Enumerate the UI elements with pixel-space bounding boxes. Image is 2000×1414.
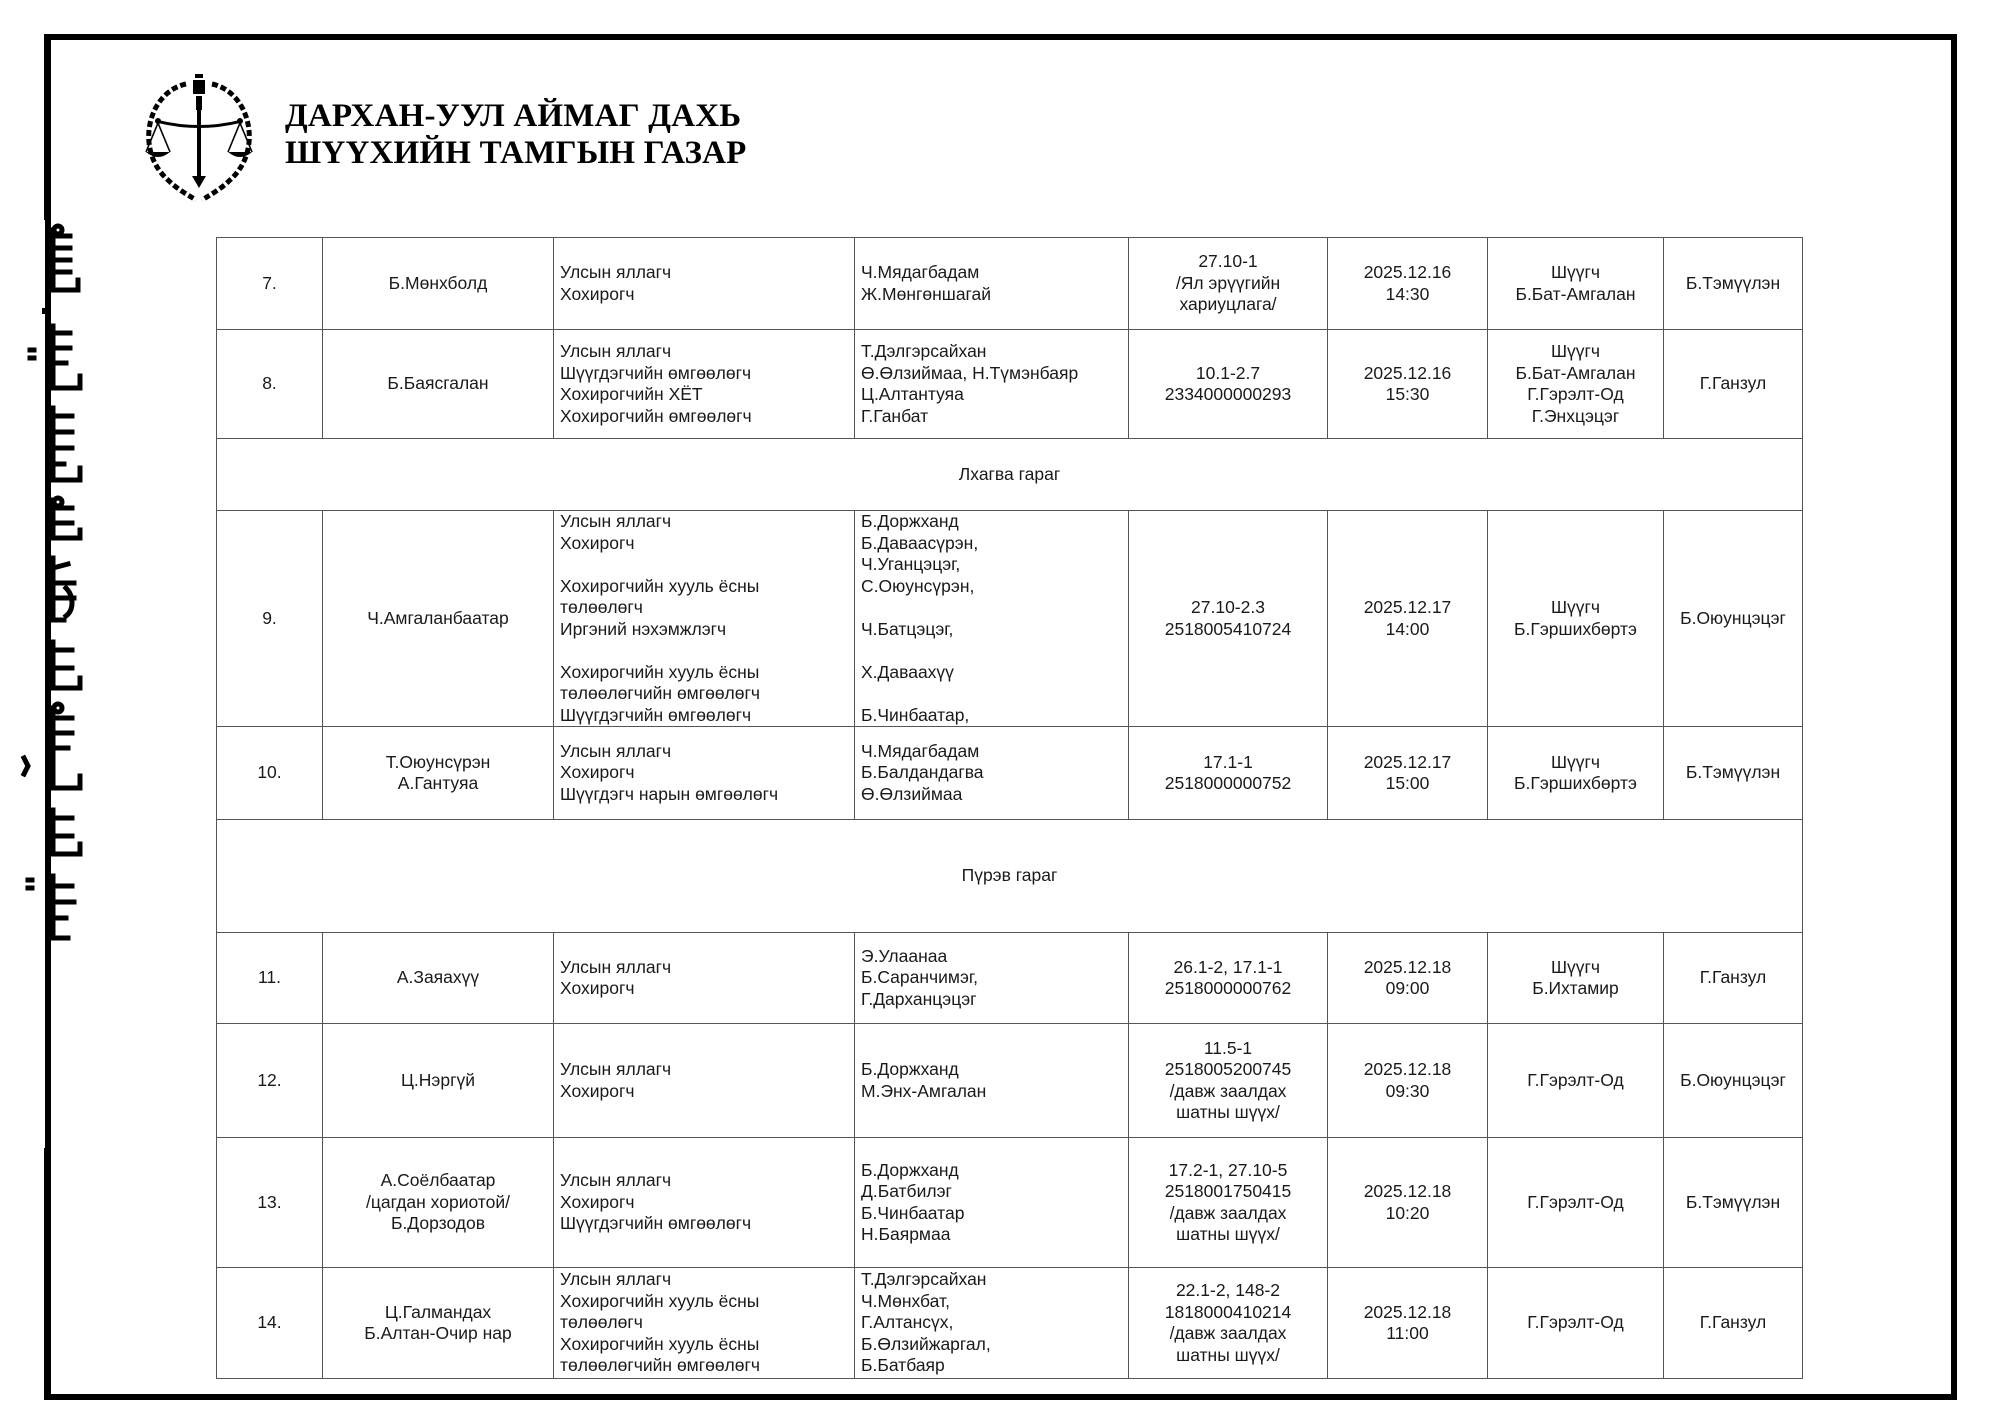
clerk-name: Б.Оюунцэцэг: [1664, 1024, 1803, 1138]
day-header-row: [217, 439, 1803, 511]
hearing-datetime: 2025.12.18 09:00: [1328, 933, 1488, 1024]
hearing-datetime: 2025.12.18 09:30: [1328, 1024, 1488, 1138]
table-row: [217, 238, 1803, 330]
party-roles: Улсын яллагч Хохирогч: [554, 238, 855, 330]
hearing-schedule-table: [216, 237, 1803, 1379]
case-number: 7.: [217, 238, 323, 330]
case-number: 12.: [217, 1024, 323, 1138]
clerk-name: Б.Тэмүүлэн: [1664, 238, 1803, 330]
party-roles: Улсын яллагч Хохирогч: [554, 933, 855, 1024]
clerk-name: Г.Ганзул: [1664, 1268, 1803, 1379]
day-label: Лхагва гараг: [217, 439, 1803, 511]
judge-name: Шүүгч Б.Бат-Амгалан Г.Гэрэлт-Од Г.Энхцэцэг: [1488, 330, 1664, 439]
article-and-case-id: 27.10-1 /Ял эрүүгийн хариуцлага/: [1129, 238, 1328, 330]
case-number: 10.: [217, 727, 323, 820]
judge-name: Г.Гэрэлт-Од: [1488, 1268, 1664, 1379]
clerk-name: Б.Тэмүүлэн: [1664, 727, 1803, 820]
table-row: [217, 330, 1803, 439]
defendant-name: Б.Мөнхболд: [323, 238, 554, 330]
table-row: [217, 727, 1803, 820]
case-number: 14.: [217, 1268, 323, 1379]
day-label: Пүрэв гараг: [217, 820, 1803, 933]
judge-name: Г.Гэрэлт-Од: [1488, 1024, 1664, 1138]
table-row: [217, 933, 1803, 1024]
court-emblem-icon: [138, 70, 260, 206]
party-roles: Улсын яллагч Хохирогч Хохирогчийн хууль ёсны төлөөлөгч Иргэний нэхэмжлэгч Хохирогчийн хууль ёсны төлөөлөгчийн өмгөөлөгч Шүүгдэгчийн өмгөөлөгч: [554, 511, 855, 727]
party-names: Э.Улаанаа Б.Саранчимэг, Г.Дарханцэцэг: [855, 933, 1129, 1024]
defendant-name: Ц.Нэргүй: [323, 1024, 554, 1138]
border-line-segment: [44, 180, 51, 220]
article-and-case-id: 11.5-1 2518005200745 /давж заалдах шатны шүүх/: [1129, 1024, 1328, 1138]
article-and-case-id: 26.1-2, 17.1-1 2518000000762: [1129, 933, 1328, 1024]
hearing-datetime: 2025.12.17 15:00: [1328, 727, 1488, 820]
table-row: [217, 1138, 1803, 1268]
clerk-name: Г.Ганзул: [1664, 330, 1803, 439]
case-number: 13.: [217, 1138, 323, 1268]
judge-name: Шүүгч Б.Гэршихбөртэ: [1488, 511, 1664, 727]
mongolian-script-title-icon: [8, 218, 88, 1168]
defendant-name: Т.Оюунсүрэн А.Гантуяа: [323, 727, 554, 820]
organization-title-line1: ДАРХАН-УУЛ АЙМАГ ДАХЬ: [285, 98, 742, 134]
organization-title-line2: ШҮҮХИЙН ТАМГЫН ГАЗАР: [285, 135, 747, 171]
table-row: [217, 1024, 1803, 1138]
article-and-case-id: 17.2-1, 27.10-5 2518001750415 /давж заалдах шатны шүүх/: [1129, 1138, 1328, 1268]
judge-name: Шүүгч Б.Ихтамир: [1488, 933, 1664, 1024]
article-and-case-id: 10.1-2.7 2334000000293: [1129, 330, 1328, 439]
party-names: Ч.Мядагбадам Б.Балдандагва Ө.Өлзиймаа: [855, 727, 1129, 820]
party-names: Б.Доржханд М.Энх-Амгалан: [855, 1024, 1129, 1138]
judge-name: Шүүгч Б.Бат-Амгалан: [1488, 238, 1664, 330]
hearing-datetime: 2025.12.17 14:00: [1328, 511, 1488, 727]
party-names: Т.Дэлгэрсайхан Ө.Өлзиймаа, Н.Түмэнбаяр Ц.Алтантуяа Г.Ганбат: [855, 330, 1129, 439]
defendant-name: А.Соёлбаатар /цагдан хориотой/ Б.Дорзодов: [323, 1138, 554, 1268]
organization-title: [285, 98, 746, 172]
article-and-case-id: 27.10-2.3 2518005410724: [1129, 511, 1328, 727]
case-number: 9.: [217, 511, 323, 727]
party-roles: Улсын яллагч Хохирогчийн хууль ёсны төлөөлөгч Хохирогчийн хууль ёсны төлөөлөгчийн өмгөөлөгч: [554, 1268, 855, 1379]
defendant-name: А.Заяахүү: [323, 933, 554, 1024]
day-header-row: [217, 820, 1803, 933]
article-and-case-id: 17.1-1 2518000000752: [1129, 727, 1328, 820]
clerk-name: Б.Тэмүүлэн: [1664, 1138, 1803, 1268]
party-roles: Улсын яллагч Хохирогч Шүүгдэгч нарын өмгөөлөгч: [554, 727, 855, 820]
border-line-segment: [44, 1148, 51, 1400]
party-names: Ч.Мядагбадам Ж.Мөнгөншагай: [855, 238, 1129, 330]
table-row: [217, 511, 1803, 727]
judge-name: Шүүгч Б.Гэршихбөртэ: [1488, 727, 1664, 820]
article-and-case-id: 22.1-2, 148-2 1818000410214 /давж заалдах шатны шүүх/: [1129, 1268, 1328, 1379]
hearing-datetime: 2025.12.16 14:30: [1328, 238, 1488, 330]
party-roles: Улсын яллагч Шүүгдэгчийн өмгөөлөгч Хохирогчийн ХЁТ Хохирогчийн өмгөөлөгч: [554, 330, 855, 439]
case-number: 8.: [217, 330, 323, 439]
defendant-name: Ц.Галмандах Б.Алтан-Очир нар: [323, 1268, 554, 1379]
case-number: 11.: [217, 933, 323, 1024]
defendant-name: Б.Баясгалан: [323, 330, 554, 439]
party-names: Т.Дэлгэрсайхан Ч.Мөнхбат, Г.Алтансүх, Б.Өлзийжаргал, Б.Батбаяр: [855, 1268, 1129, 1379]
clerk-name: Б.Оюунцэцэг: [1664, 511, 1803, 727]
party-roles: Улсын яллагч Хохирогч Шүүгдэгчийн өмгөөлөгч: [554, 1138, 855, 1268]
defendant-name: Ч.Амгаланбаатар: [323, 511, 554, 727]
hearing-datetime: 2025.12.18 10:20: [1328, 1138, 1488, 1268]
party-roles: Улсын яллагч Хохирогч: [554, 1024, 855, 1138]
party-names: Б.Доржханд Д.Батбилэг Б.Чинбаатар Н.Баярмаа: [855, 1138, 1129, 1268]
hearing-datetime: 2025.12.16 15:30: [1328, 330, 1488, 439]
table-row: [217, 1268, 1803, 1379]
border-line-segment: [44, 34, 51, 180]
judge-name: Г.Гэрэлт-Од: [1488, 1138, 1664, 1268]
party-names: Б.Доржханд Б.Даваасүрэн, Ч.Уганцэцэг, С.Оюунсүрэн, Ч.Батцэцэг, Х.Даваахүү Б.Чинбаатар,: [855, 511, 1129, 727]
clerk-name: Г.Ганзул: [1664, 933, 1803, 1024]
hearing-datetime: 2025.12.18 11:00: [1328, 1268, 1488, 1379]
